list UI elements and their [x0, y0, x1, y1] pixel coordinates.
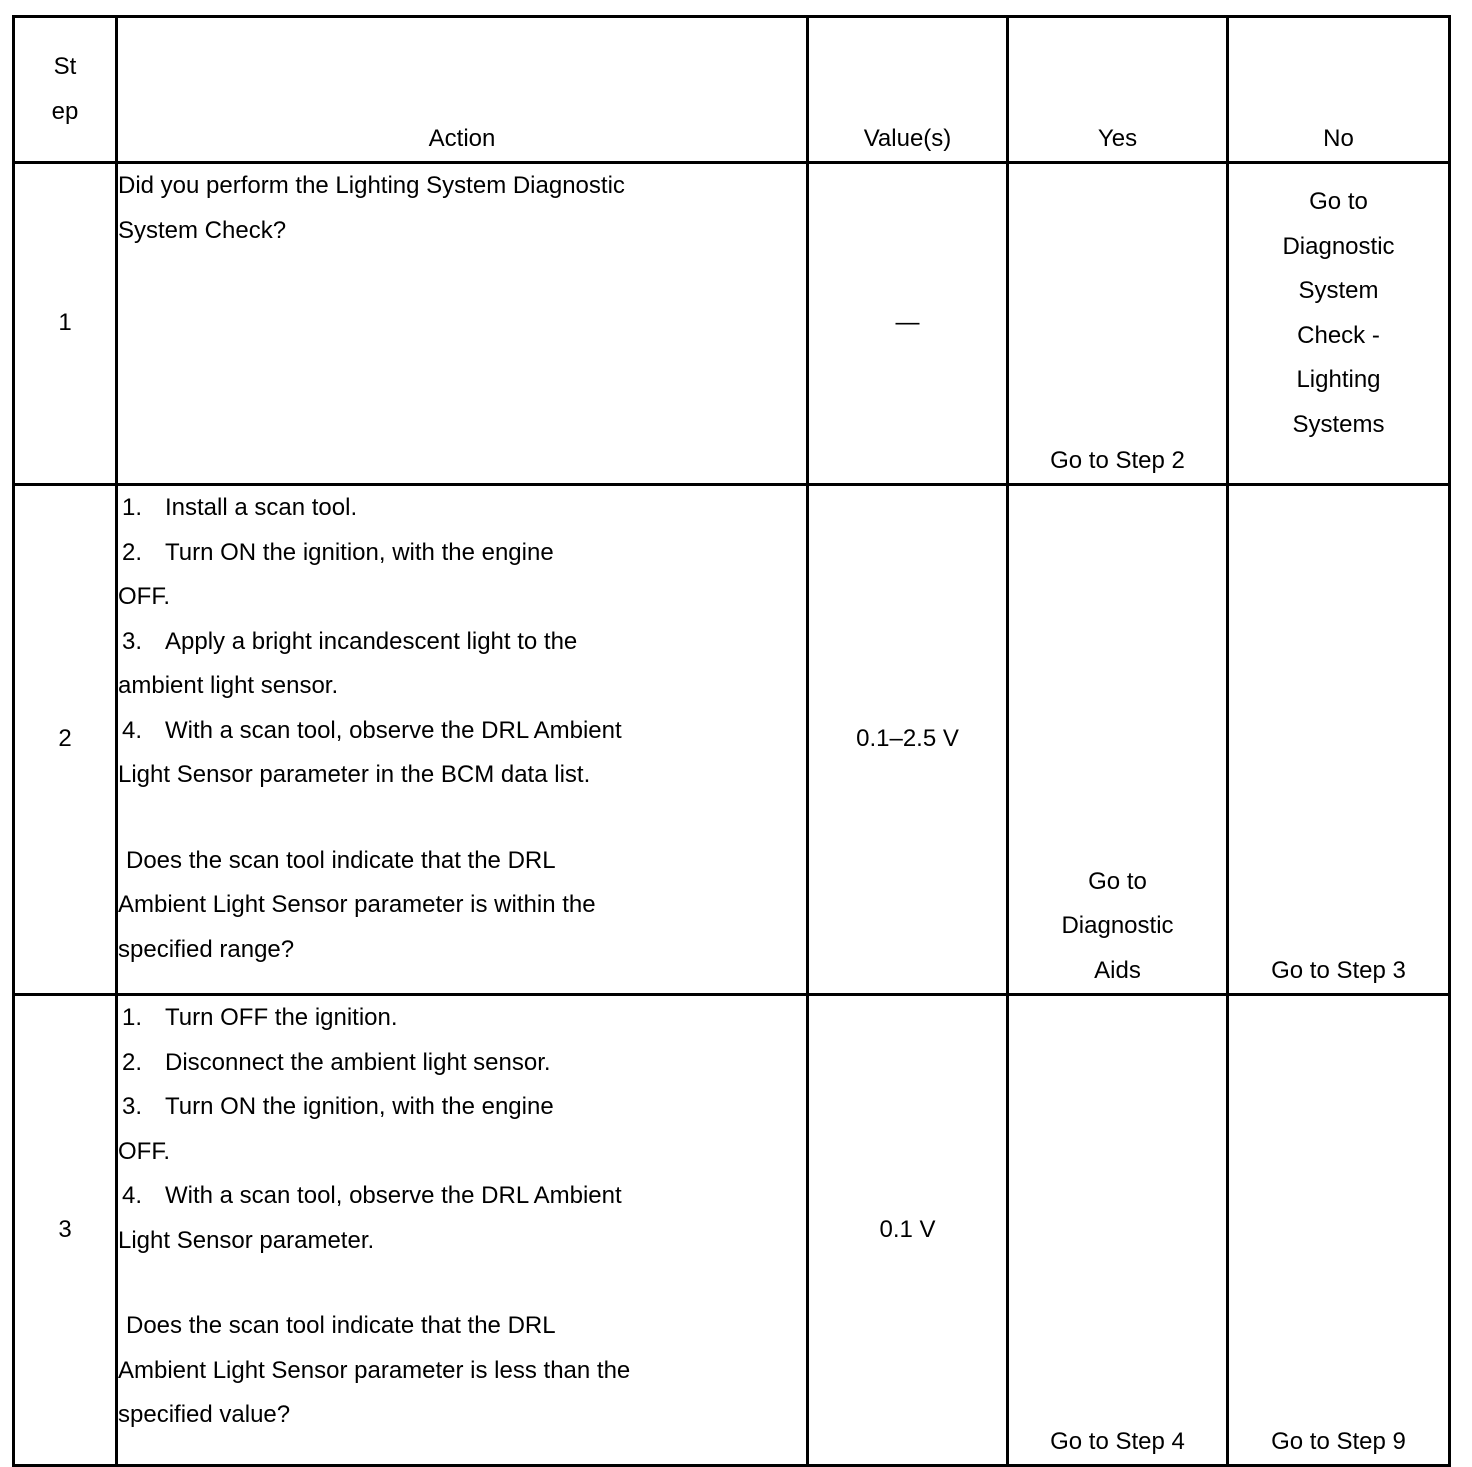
- spacer: [118, 1263, 806, 1304]
- value-cell: 0.1 V: [808, 995, 1008, 1466]
- item-text: With a scan tool, observe the DRL Ambient: [165, 1182, 622, 1209]
- item-text: Turn ON the ignition, with the engine: [165, 1093, 554, 1120]
- action-item: [118, 486, 806, 531]
- action-item: [118, 531, 806, 576]
- no-line: Check -: [1297, 321, 1380, 349]
- item-text: Turn ON the ignition, with the engine: [165, 538, 554, 566]
- no-line: Systems: [1292, 410, 1385, 438]
- question-text: Ambient Light Sensor parameter is within the: [118, 891, 596, 918]
- action-item: [118, 1041, 806, 1086]
- item-number: 2.: [122, 1048, 143, 1076]
- no-line: Diagnostic: [1282, 232, 1395, 260]
- yes-cell: Go to Step 2: [1008, 163, 1228, 485]
- action-item: [118, 709, 806, 754]
- step-number: 1: [14, 163, 117, 485]
- action-cell: [117, 163, 808, 485]
- no-cell: [1228, 163, 1450, 485]
- action-text: System Check?: [118, 216, 287, 244]
- spacer: [118, 798, 806, 839]
- question-text: Ambient Light Sensor parameter is less than the: [118, 1356, 631, 1384]
- action-item: [118, 1085, 806, 1130]
- item-text: With a scan tool, observe the DRL Ambient: [165, 716, 622, 744]
- header-step: [14, 17, 117, 163]
- question-text: specified value?: [118, 1401, 291, 1428]
- item-number: 3.: [122, 627, 143, 655]
- table-row: [14, 163, 1450, 485]
- item-text: Disconnect the ambient light sensor.: [165, 1048, 551, 1076]
- item-text: Install a scan tool.: [165, 494, 358, 521]
- no-line: System: [1298, 277, 1379, 304]
- question-text: Does the scan tool indicate that the DRL: [126, 846, 556, 874]
- header-values: Value(s): [808, 17, 1008, 163]
- action-item: [118, 1174, 806, 1219]
- header-step-line2: ep: [51, 97, 79, 125]
- header-no: No: [1228, 17, 1450, 163]
- step-number: 3: [14, 995, 117, 1466]
- no-line: Lighting: [1296, 366, 1381, 393]
- yes-cell: [1008, 485, 1228, 995]
- action-cell: [117, 485, 808, 995]
- item-number: 2.: [122, 538, 143, 566]
- item-continuation: Light Sensor parameter.: [118, 1226, 375, 1254]
- yes-cell: Go to Step 4: [1008, 995, 1228, 1466]
- item-text: Apply a bright incandescent light to the: [165, 627, 578, 655]
- header-row: [14, 17, 1450, 163]
- action-text: Did you perform the Lighting System Diagnostic: [118, 172, 625, 199]
- yes-line: Go to: [1088, 867, 1147, 895]
- yes-line: Aids: [1094, 956, 1141, 984]
- item-number: 4.: [122, 1182, 143, 1209]
- diagnostic-table: [12, 15, 1451, 1467]
- step-number: 2: [14, 485, 117, 995]
- header-yes: Yes: [1008, 17, 1228, 163]
- header-step-line1: St: [53, 53, 77, 80]
- no-line: Go to: [1309, 188, 1368, 215]
- action-cell: [117, 995, 808, 1466]
- item-number: 3.: [122, 1093, 143, 1120]
- item-continuation: Light Sensor parameter in the BCM data list.: [118, 761, 591, 788]
- header-action: Action: [117, 17, 808, 163]
- item-continuation: OFF.: [118, 583, 170, 610]
- no-cell: Go to Step 9: [1228, 995, 1450, 1466]
- question-text: specified range?: [118, 935, 295, 963]
- action-item: [118, 996, 806, 1041]
- table-row: [14, 485, 1450, 995]
- item-text: Turn OFF the ignition.: [165, 1004, 398, 1031]
- item-number: 1.: [122, 494, 143, 521]
- item-continuation: OFF.: [118, 1137, 170, 1165]
- value-cell: 0.1–2.5 V: [808, 485, 1008, 995]
- item-number: 1.: [122, 1004, 143, 1031]
- no-cell: Go to Step 3: [1228, 485, 1450, 995]
- item-continuation: ambient light sensor.: [118, 672, 339, 699]
- yes-line: Diagnostic: [1061, 912, 1174, 939]
- item-number: 4.: [122, 716, 143, 744]
- table-row: [14, 995, 1450, 1466]
- question-text: Does the scan tool indicate that the DRL: [126, 1312, 556, 1339]
- action-item: [118, 620, 806, 665]
- value-cell: —: [808, 163, 1008, 485]
